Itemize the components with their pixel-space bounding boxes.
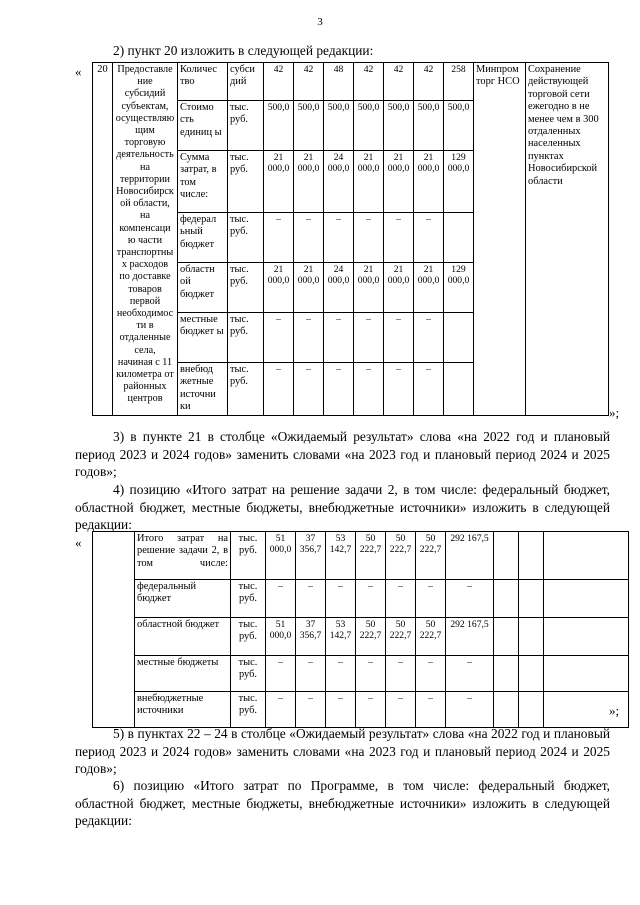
value-cell: – — [324, 213, 354, 263]
item-name-line: начиная с 11 — [117, 356, 173, 368]
empty-cell — [494, 692, 519, 728]
paragraph-point-5: 5) в пунктах 22 – 24 в столбце «Ожидаемый результат» слова «на 2022 год и плановый период 2023 и 2024 годов» заменить словами «на 2023 год и плановый период 2024 и 2025 годов»; — [75, 726, 610, 776]
value-cell: 21 000,0 — [354, 263, 384, 313]
expected-result-cell: Сохранение действующей торговой сети ежегодно в не менее чем в 300 отдаленных населенных пунктах Новосибирской области — [526, 63, 609, 416]
unit-cell: тыс. руб. — [231, 580, 266, 618]
value-cell: – — [386, 692, 416, 728]
value-cell: – — [294, 213, 324, 263]
value-cell: – — [446, 656, 494, 692]
item-name-line: центров — [127, 393, 163, 405]
value-cell: – — [414, 363, 444, 416]
value-cell: – — [414, 313, 444, 363]
value-cell: – — [354, 313, 384, 363]
value-cell: 500,0 — [414, 101, 444, 151]
item-name — [113, 63, 178, 416]
item-name-line: на — [140, 161, 150, 173]
close-quote-2: »; — [609, 703, 620, 718]
value-cell: 21 000,0 — [264, 151, 294, 213]
value-cell: 258 — [444, 63, 474, 101]
value-cell: – — [264, 313, 294, 363]
item-name-line: транспортны — [116, 247, 174, 259]
item-name-line: территории — [119, 173, 171, 185]
value-cell: – — [386, 580, 416, 618]
empty-cell — [494, 618, 519, 656]
value-cell: 42 — [294, 63, 324, 101]
paragraph-point-4: 4) позицию «Итого затрат на решение задачи 2, в том числе: федеральный бюджет, областной бюджет, местные бюджеты, внебюджетные источники» изложить в следующей редакции: — [75, 482, 610, 532]
item-name-line: отдаленные — [119, 332, 171, 344]
item-name-line: села, — [134, 344, 156, 356]
paragraph-point-3: 3) в пункте 21 в столбце «Ожидаемый результат» слова «на 2022 год и плановый период 2023 и 2024 годов» заменить словами «на 2023 год и плановый период 2024 и 2025 годов»; — [75, 429, 610, 479]
value-cell: 500,0 — [294, 101, 324, 151]
value-cell: 500,0 — [264, 101, 294, 151]
unit-cell: тыс. руб. — [231, 532, 266, 580]
value-cell: – — [326, 692, 356, 728]
value-cell: – — [326, 580, 356, 618]
value-cell: 500,0 — [354, 101, 384, 151]
value-cell: – — [386, 656, 416, 692]
unit-cell: тыс. руб. — [228, 101, 264, 151]
value-cell: 500,0 — [324, 101, 354, 151]
value-cell: 42 — [384, 63, 414, 101]
paragraph-point-6: 6) позицию «Итого затрат по Программе, в том числе: федеральный бюджет, областной бюджет, местные бюджеты, внебюджетные источники» изложить в следующей редакции: — [75, 778, 610, 828]
value-cell: 53 142,7 — [326, 618, 356, 656]
value-cell: 24 000,0 — [324, 263, 354, 313]
item-name-line: товаров — [128, 283, 162, 295]
empty-cell — [519, 580, 544, 618]
item-name-line: деятельность — [116, 149, 174, 161]
value-cell: 50 222,7 — [356, 532, 386, 580]
value-cell: 21 000,0 — [264, 263, 294, 313]
value-cell: 51 000,0 — [266, 618, 296, 656]
page-number: 3 — [317, 16, 323, 28]
table-total-task-2 — [92, 531, 629, 728]
table-row — [93, 532, 629, 580]
item-name-line: Предоставле — [117, 64, 173, 75]
open-quote-2: « — [75, 535, 82, 550]
indicator-name: областн ой бюджет — [178, 263, 228, 313]
value-cell: – — [296, 656, 326, 692]
value-cell — [444, 313, 474, 363]
indicator-name: Итого затрат на решение задачи 2, в том числе: — [135, 532, 231, 580]
value-cell: 50 222,7 — [386, 618, 416, 656]
item-name-line: ние — [137, 76, 153, 88]
empty-cell — [519, 692, 544, 728]
value-cell: 51 000,0 — [266, 532, 296, 580]
item-name-line: ой области, на — [120, 198, 170, 222]
table-row — [93, 692, 629, 728]
value-cell: 50 222,7 — [416, 618, 446, 656]
value-cell: – — [294, 363, 324, 416]
value-cell: 50 222,7 — [386, 532, 416, 580]
value-cell: 42 — [264, 63, 294, 101]
value-cell: – — [324, 313, 354, 363]
value-cell: 42 — [354, 63, 384, 101]
item-name-line: х расходов — [121, 259, 169, 271]
item-name-line: районных — [123, 381, 167, 393]
value-cell: – — [326, 656, 356, 692]
empty-cell — [544, 656, 629, 692]
value-cell: 129 000,0 — [444, 151, 474, 213]
value-cell: 42 — [414, 63, 444, 101]
value-cell: – — [446, 692, 494, 728]
value-cell: 50 222,7 — [356, 618, 386, 656]
value-cell: – — [416, 580, 446, 618]
value-cell: 37 356,7 — [296, 618, 326, 656]
value-cell: 24 000,0 — [324, 151, 354, 213]
indicator-name: внебюджетные источники — [135, 692, 231, 728]
value-cell: 129 000,0 — [444, 263, 474, 313]
value-cell: – — [266, 580, 296, 618]
value-cell: – — [356, 580, 386, 618]
empty-cell — [519, 618, 544, 656]
paragraph-point-2: 2) пункт 20 изложить в следующей редакции: — [113, 43, 374, 58]
unit-cell: тыс. руб. — [228, 363, 264, 416]
value-cell: 292 167,5 — [446, 618, 494, 656]
value-cell: 21 000,0 — [414, 263, 444, 313]
indicator-name: федеральный бюджет — [135, 580, 231, 618]
empty-cell — [519, 532, 544, 580]
value-cell: – — [264, 363, 294, 416]
value-cell: 37 356,7 — [296, 532, 326, 580]
value-cell: 21 000,0 — [414, 151, 444, 213]
empty-cell — [544, 532, 629, 580]
value-cell: 21 000,0 — [384, 151, 414, 213]
item-name-line: по доставке — [119, 271, 171, 283]
unit-cell: субси дий — [228, 63, 264, 101]
item-name-line: ю части — [127, 234, 163, 246]
unit-cell: тыс. руб. — [228, 313, 264, 363]
indicator-name: внебюд жетные источни ки — [178, 363, 228, 416]
value-cell: – — [416, 692, 446, 728]
indicator-name: Сумма затрат, в том числе: — [178, 151, 228, 213]
value-cell — [444, 213, 474, 263]
value-cell: – — [354, 213, 384, 263]
item-name-line: компенсаци — [119, 222, 171, 234]
value-cell: – — [354, 363, 384, 416]
value-cell: 21 000,0 — [294, 151, 324, 213]
value-cell: – — [296, 580, 326, 618]
item-name-line: необходимос — [116, 308, 174, 320]
unit-cell: тыс. руб. — [231, 656, 266, 692]
item-name-line: Новосибирск — [116, 186, 174, 198]
item-name-line: щим — [135, 125, 155, 137]
empty-cell — [544, 618, 629, 656]
indicator-name: местные бюджеты — [135, 656, 231, 692]
table-row — [93, 580, 629, 618]
value-cell: 48 — [324, 63, 354, 101]
empty-cell — [494, 532, 519, 580]
value-cell: 21 000,0 — [294, 263, 324, 313]
indicator-name: областной бюджет — [135, 618, 231, 656]
value-cell: 53 142,7 — [326, 532, 356, 580]
value-cell: 21 000,0 — [354, 151, 384, 213]
value-cell: – — [294, 313, 324, 363]
unit-cell: тыс. руб. — [228, 151, 264, 213]
value-cell: – — [416, 656, 446, 692]
value-cell: – — [296, 692, 326, 728]
indicator-name: Стоимо сть единиц ы — [178, 101, 228, 151]
value-cell: – — [266, 692, 296, 728]
close-quote-1: »; — [609, 405, 620, 420]
empty-cell — [544, 580, 629, 618]
value-cell: – — [414, 213, 444, 263]
open-quote-1: « — [75, 64, 82, 79]
unit-cell: тыс. руб. — [228, 263, 264, 313]
value-cell: – — [356, 656, 386, 692]
empty-cell — [519, 656, 544, 692]
item-name-line: осуществляю — [115, 112, 175, 124]
value-cell: 500,0 — [384, 101, 414, 151]
value-cell: – — [324, 363, 354, 416]
item-name-line: субсидий — [124, 88, 166, 100]
item-name-line: ти в — [136, 320, 154, 332]
value-cell: 50 222,7 — [416, 532, 446, 580]
table-row — [93, 618, 629, 656]
value-cell: 292 167,5 — [446, 532, 494, 580]
empty-cell — [494, 580, 519, 618]
value-cell: 500,0 — [444, 101, 474, 151]
table-row — [93, 656, 629, 692]
unit-cell: тыс. руб. — [231, 692, 266, 728]
item-name-line: первой — [129, 295, 161, 307]
empty-cell — [93, 532, 135, 728]
value-cell — [444, 363, 474, 416]
unit-cell: тыс. руб. — [231, 618, 266, 656]
value-cell: 21 000,0 — [384, 263, 414, 313]
indicator-name: Количес тво — [178, 63, 228, 101]
item-name-line: километра от — [116, 369, 174, 381]
value-cell: – — [384, 313, 414, 363]
unit-cell: тыс. руб. — [228, 213, 264, 263]
item-number: 20 — [93, 63, 113, 416]
value-cell: – — [264, 213, 294, 263]
value-cell: – — [356, 692, 386, 728]
empty-cell — [494, 656, 519, 692]
executor-cell: Минпром торг НСО — [474, 63, 526, 416]
value-cell: – — [266, 656, 296, 692]
empty-cell — [544, 692, 629, 728]
value-cell: – — [446, 580, 494, 618]
item-name-line: торговую — [124, 137, 166, 149]
value-cell: – — [384, 363, 414, 416]
indicator-name: федерал ьный бюджет — [178, 213, 228, 263]
value-cell: – — [384, 213, 414, 263]
indicator-name: местные бюджет ы — [178, 313, 228, 363]
table-row — [93, 63, 609, 101]
table-item-20 — [92, 62, 609, 416]
item-name-line: субъектам, — [121, 100, 169, 112]
